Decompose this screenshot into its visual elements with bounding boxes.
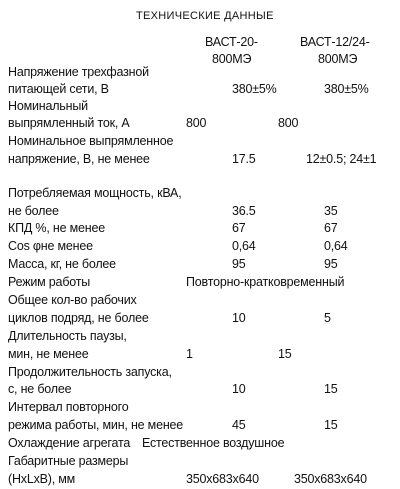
row-value-col2: 380±5%	[324, 82, 369, 96]
row-label: Режим работы	[8, 275, 91, 289]
row-value-col2: 35	[324, 204, 338, 218]
row-value-col2: 350x683x640	[294, 472, 367, 486]
row-value-col1: 36.5	[232, 204, 256, 218]
row-value-col2: 0,64	[324, 239, 348, 253]
row-value-span: Естественное воздушное	[142, 436, 285, 450]
row-label: Общее кол-во рабочих	[8, 293, 137, 307]
row-value-col1: 95	[232, 257, 246, 271]
row-label: мин, не менее	[8, 347, 89, 361]
row-value-col2: 12±0.5; 24±1	[306, 152, 377, 166]
row-label: напряжение, В, не менее	[8, 152, 150, 166]
row-label: выпрямленный ток, А	[8, 116, 130, 130]
row-label: Напряжение трехфазной	[8, 65, 149, 79]
row-value-col2: 5	[324, 311, 331, 325]
row-label: КПД %, не менее	[8, 221, 105, 235]
row-label: Потребляемая мощность, кВА,	[8, 186, 182, 200]
row-value-col1: 1	[186, 347, 193, 361]
column-header-2-line2: 800МЭ	[318, 52, 358, 66]
row-label: (НxLxB), мм	[8, 472, 76, 486]
row-value-col1: 17.5	[232, 152, 256, 166]
row-value-col1: 67	[232, 221, 246, 235]
row-label: Длительность паузы,	[8, 329, 127, 343]
column-header-1-line2: 800МЭ	[212, 52, 252, 66]
row-value-col1: 380±5%	[232, 82, 277, 96]
row-label: Cos φне менее	[8, 239, 93, 253]
page-title: ТЕХНИЧЕСКИЕ ДАННЫЕ	[136, 10, 274, 22]
row-label: Номинальное выпрямленное	[8, 134, 174, 148]
row-label: Охлаждение агрегата	[8, 436, 131, 450]
row-label: циклов подряд, не более	[8, 311, 149, 325]
column-header-2-line1: ВАСТ-12/24-	[300, 35, 370, 49]
row-label: Номинальный	[8, 99, 88, 113]
row-value-col1: 800	[186, 116, 207, 130]
row-value-col2: 67	[324, 221, 338, 235]
row-value-col2: 95	[324, 257, 338, 271]
row-label: питающей сети, В	[8, 82, 109, 96]
row-label: режима работы, мин, не менее	[8, 418, 184, 432]
row-value-col1: 45	[232, 418, 246, 432]
row-value-col2: 15	[324, 418, 338, 432]
row-value-col1: 10	[232, 382, 246, 396]
row-value-col2: 15	[278, 347, 292, 361]
row-value-col1: 350x683x640	[186, 472, 259, 486]
row-label: Габаритные размеры	[8, 454, 129, 468]
row-label: не более	[8, 204, 59, 218]
row-label: Масса, кг, не более	[8, 257, 116, 271]
row-value-col1: 0,64	[232, 239, 256, 253]
column-header-1-line1: ВАСТ-20-	[205, 35, 258, 49]
row-label: Продолжительность запуска,	[8, 365, 172, 379]
row-value-col2: 800	[278, 116, 299, 130]
row-value-col2: 15	[324, 382, 338, 396]
row-value-span: Повторно-кратковременный	[186, 275, 345, 289]
row-label: с, не более	[8, 382, 72, 396]
row-label: Интервал повторного	[8, 400, 129, 414]
row-value-col1: 10	[232, 311, 246, 325]
